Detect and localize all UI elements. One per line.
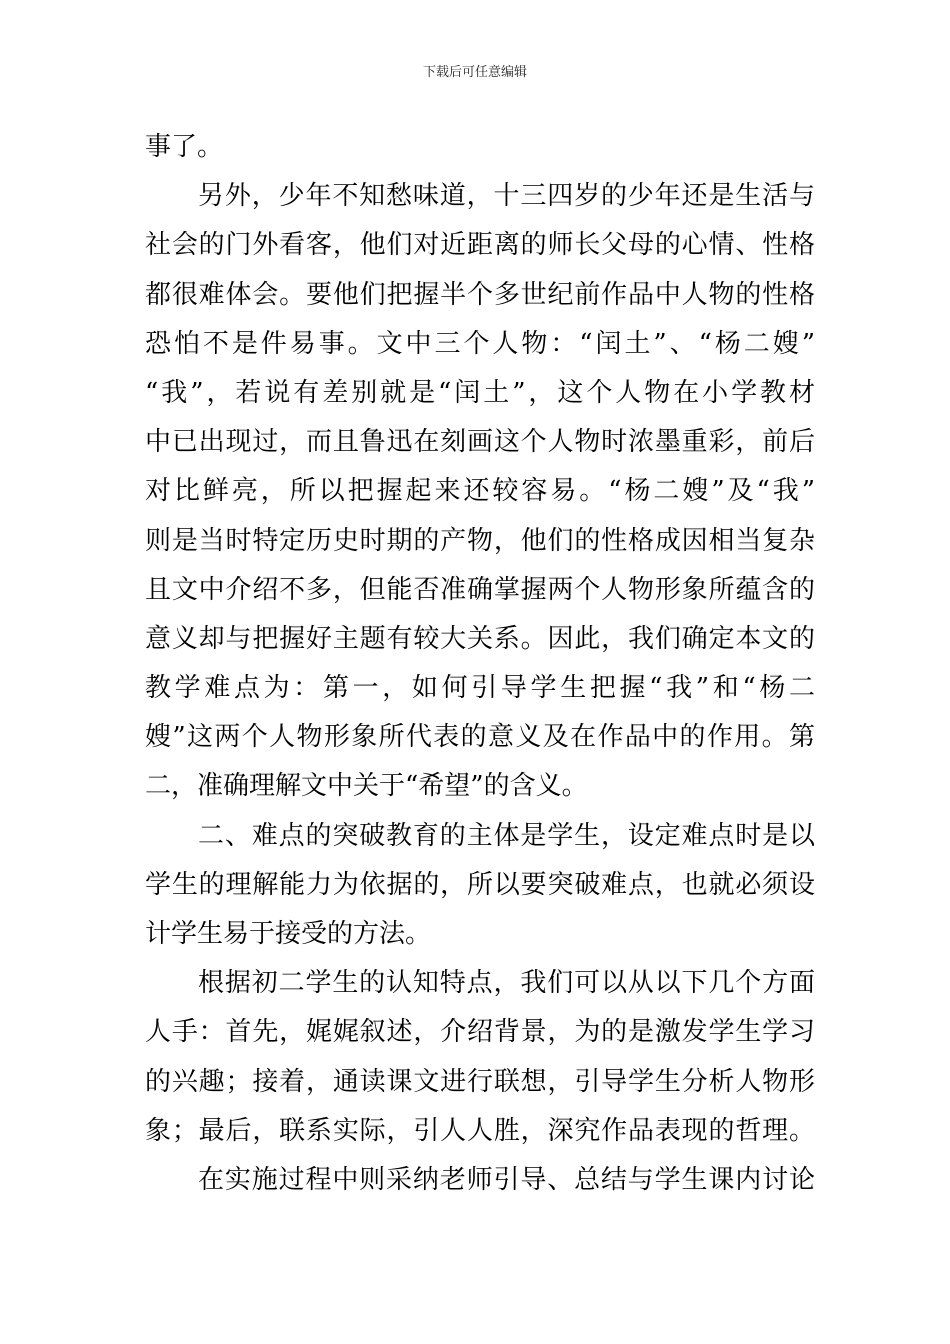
text-line: 社会的门外看客，他们对近距离的师长父母的心情、性格	[145, 230, 815, 261]
text-line: 的兴趣；接着，通读课文进行联想，引导学生分析人物形	[145, 1066, 815, 1097]
text-line: 根据初二学生的认知特点，我们可以从以下几个方面	[198, 968, 815, 999]
text-line: 中已出现过，而且鲁迅在刻画这个人物时浓墨重彩，前后	[145, 427, 815, 458]
text-line: 且文中介绍不多，但能否准确掌握两个人物形象所蕴含的	[145, 574, 815, 605]
text-line: 都很难体会。要他们把握半个多世纪前作品中人物的性格	[145, 279, 815, 310]
text-line: 象；最后，联系实际，引人人胜，深究作品表现的哲理。	[145, 1115, 815, 1146]
text-line: 意义却与把握好主题有较大关系。因此，我们确定本文的	[145, 623, 815, 654]
text-line: 计学生易于接受的方法。	[145, 919, 432, 949]
text-line: 二、难点的突破教育的主体是学生，设定难点时是以	[198, 820, 815, 851]
text-line: 恐怕不是件易事。文中三个人物：“闰土”、“杨二嫂”	[145, 328, 815, 359]
text-line: 人手：首先，娓娓叙述，介绍背景，为的是激发学生学习	[145, 1017, 815, 1048]
text-line: “我”，若说有差别就是“闰土”，这个人物在小学教材	[145, 377, 815, 408]
text-line: 另外，少年不知愁味道，十三四岁的少年还是生活与	[198, 181, 815, 212]
page-header: 下载后可任意编辑	[422, 65, 527, 80]
text-line: 学生的理解能力为依据的，所以要突破难点，也就必须设	[145, 869, 815, 900]
text-line: 在实施过程中则采纳老师引导、总结与学生课内讨论	[198, 1164, 815, 1195]
text-line: 嫂”这两个人物形象所代表的意义及在作品中的作用。第	[145, 722, 815, 753]
text-line: 则是当时特定历史时期的产物，他们的性格成因相当复杂	[145, 525, 815, 556]
document-body	[145, 123, 815, 1205]
text-line: 教学难点为：第一，如何引导学生把握“我”和“杨二	[145, 673, 815, 704]
text-line: 事了。	[145, 132, 224, 162]
text-line: 对比鲜亮，所以把握起来还较容易。“杨二嫂”及“我”	[145, 476, 815, 507]
text-line: 二，准确理解文中关于“希望”的含义。	[145, 771, 588, 802]
